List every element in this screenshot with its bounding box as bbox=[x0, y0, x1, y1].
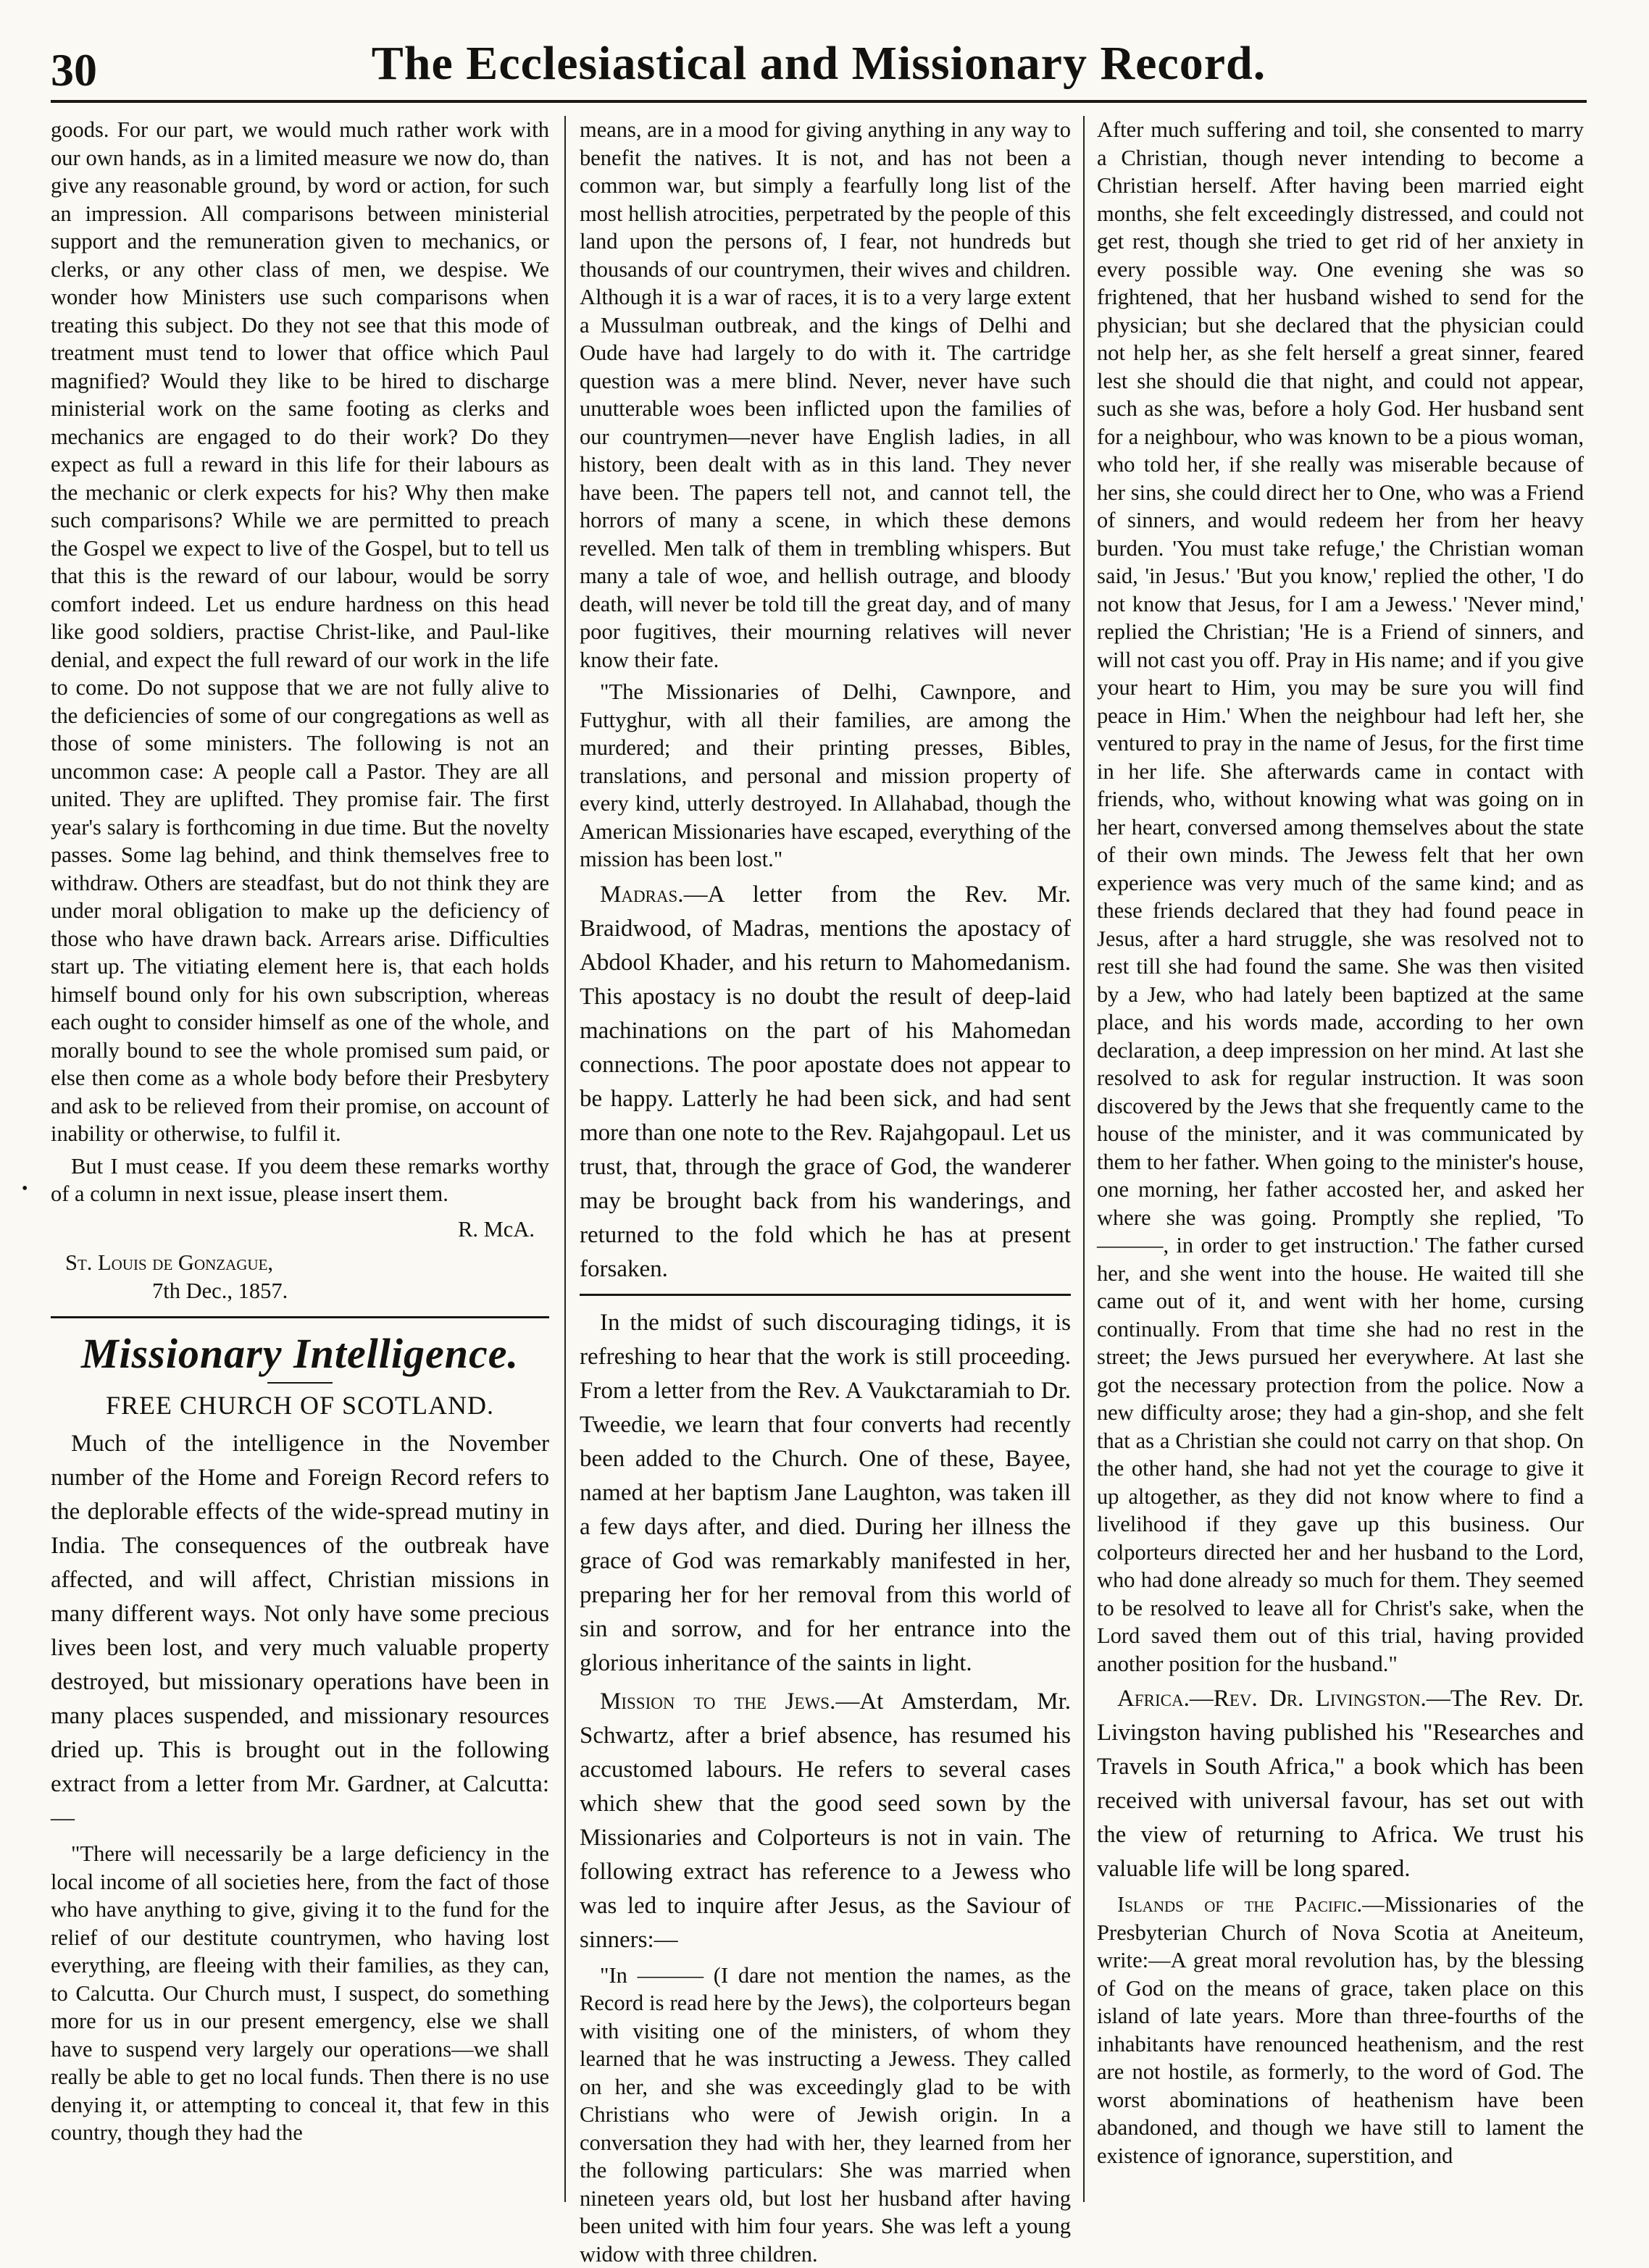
paragraph-text: —A letter from the Rev. Mr. Braidwood, of Madras, mentions the apostacy of Abdool Khader, and his return to Mahomedanism. This apostacy is no doubt the result of deep-laid machinations on the part of his Mahomedan connections. The poor apostate does not appear to be happy. Latterly he had been sick, and had sent more than one note to the Rev. Rajahgopaul. Let us trust, that, through the grace of God, the wanderer may be brought back from his wanderings, and returned to the fold which he has at present forsaken. bbox=[580, 882, 1071, 1282]
paragraph: After much suffering and toil, she consented to marry a Christian, though never intending to become a Christian herself. After having been married eight months, she felt exceedingly distressed, and could not get rest, though she tried to get rid of her anxiety in every possible way. One evening she was so frightened, that her husband wished to send for the physician; but she declared that the physician could not help her, as she felt herself a great sinner, feared lest she should die that night, and could not appear, such as she was, before a holy God. Her husband sent for a neighbour, who was known to be a pious woman, who told her, if she really was miserable because of her sins, she could direct her to One, who was a Friend of sinners, and would redeem her from her heavy burden. 'You must take refuge,' the Christian woman said, 'in Jesus.' 'But you know,' replied the other, 'I do not know that Jesus, for I am a Jewess.' 'Never mind,' replied the Christian; 'He is a Friend of sinners, and will not cast you off. Pray in His name; and if you give your heart to Him, you may be sure you will find peace in Him.' When the neighbour had left her, she ventured to pray in the name of Jesus, for the first time in her life. She afterwards came in contact with friends, who, without knowing what was going on in her heart, conversed among themselves about the state of their own minds. The Jewess felt that her own experience was very much of the same kind; and as these friends declared that they had found peace in Jesus, after a hard struggle, she was resolved not to rest till she had found the same. She was then visited by a Jew, who had lately been baptized at the same place, and his words made, according to her own declaration, a deep impression on her mind. At last she resolved to ask for regular instruction. It was soon discovered by the Jews that she frequently came to the house of the minister, and it was communicated by them to her father. When going to the minister's house, one morning, her father accosted her, and asked her where she was going. Promptly she replied, 'To ———, in order to get instruction.' The father cursed her, and she went into the house. He waited till she came out of it, and went with her home, cursing continually. From that time she had no rest in the street; the Jews pursued her everywhere. At last she got the necessary protection from the police. Now a new difficulty arose; they had a gin-shop, and she felt that as a Christian she could not carry on that shop. On the other hand, she had not yet the courage to give it up altogether, as they did not know where to find a livelihood if they gave up this business. Our colporteurs directed her and her husband to the Lord, who had done already so much for them. They seemed to be resolved to leave all for Christ's sake, when the Lord saved them out of this trial, having provided another position for the husband." bbox=[1097, 116, 1584, 1678]
section-heading: Missionary Intelligence. bbox=[51, 1328, 549, 1379]
column-3 bbox=[1097, 116, 1584, 2202]
section-rule bbox=[51, 1316, 549, 1318]
paragraph: goods. For our part, we would much rather work with our own hands, as in a limited measure we now do, than give any reasonable ground, by word or action, for such an impression. All comparisons between ministerial support and the remuneration given to mechanics, or clerks, or any other class of men, we despise. We wonder how Ministers use such comparisons when treating this subject. Do they not see that this mode of treatment must tend to lower that office which Paul magnified? Would they like to be hired to discharge ministerial work on the same footing as clerks and mechanics are engaged to do their work? Do they expect as full a reward in this life for their labours as the mechanic or clerk expects for his? Why then make such comparisons? While we are permitted to preach the Gospel we expect to live of the Gospel, but to tell us that this is the reward of our labour, would be sorry comfort indeed. Let us endure hardness on this head like good soldiers, practise Christ-like, and Paul-like denial, and expect the full reward of our work in the life to come. Do not suppose that we are not fully alive to the deficiencies of some of our congregations as well as those of some ministers. The following is not an uncommon case: A people call a Pastor. They are all united. They are uplifted. They promise fair. The first year's salary is forthcoming in due time. But the novelty passes. Some lag behind, and think themselves free to withdraw. Others are steadfast, but do not think they are under moral obligation to make up the deficiency of those who have drawn back. Arrears arise. Difficulties start up. The vitiating element here is, that each holds himself bound only for his own subscription, whereas each ought to consider himself as one of the whole, and morally bound to see the whole promised sum paid, or else then come as a whole body before their Presbytery and ask to be relieved from their promise, on account of inability or otherwise, to fulfil it. bbox=[51, 116, 549, 1148]
paragraph-label: Madras. bbox=[600, 882, 684, 908]
column-1 bbox=[51, 116, 549, 2202]
paragraph-text: —Missionaries of the Presbyterian Church of Nova Scotia at Aneiteum, write:—A great moral revolution has, by the blessing of God on the means of grace, taken place on this island of late years. More than three-fourths of the inhabitants have renounced heathenism, and the rest are not hostile, as formerly, to the word of God. The worst abominations of heathenism have been abandoned, and though we have still to lament the existence of ignorance, superstition, and bbox=[1097, 1892, 1584, 2168]
page-number: 30 bbox=[51, 43, 97, 97]
margin-mark: • bbox=[22, 1179, 28, 1199]
column-divider bbox=[564, 116, 566, 2202]
letter-place: St. Louis de Gonzague, bbox=[51, 1249, 549, 1277]
paragraph bbox=[1097, 1891, 1584, 2169]
paragraph: "The Missionaries of Delhi, Cawnpore, and Futtyghur, with all their families, are among the murdered; and their printing presses, Bibles, translations, and personal and mission property of every kind, utterly destroyed. In Allahabad, though the American Missionaries have escaped, everything of the mission has been lost." bbox=[580, 678, 1071, 874]
paragraph-text: —The Rev. Dr. Livingston having published his "Researches and Travels in South Africa," a book which has been received with universal favour, has set out with the view of returning to Africa. We trust his valuable life will be long spared. bbox=[1097, 1686, 1584, 1882]
paragraph bbox=[580, 878, 1071, 1286]
publication-title: The Ecclesiastical and Missionary Record. bbox=[51, 36, 1587, 91]
paragraph-label: Africa.—Rev. Dr. Livingston. bbox=[1117, 1686, 1427, 1712]
paragraph-label: Islands of the Pacific. bbox=[1117, 1892, 1362, 1917]
quoted-paragraph: "There will necessarily be a large deficiency in the local income of all societies here, from the fact of those who have anything to give, giving it to the fund for the relief of our destitute countrymen, who having lost everything, are fleeing with their families, as they can, to Calcutta. Our Church must, I suspect, do something more for us in our present emergency, else we shall have to suspend very largely our operations—we shall really be able to get no local funds. Then there is no use denying it, or attempting to conceal it, that few in this country, though they had the bbox=[51, 1840, 549, 2147]
paragraph-label: Mission to the Jews. bbox=[600, 1689, 835, 1715]
page-header bbox=[51, 36, 1587, 101]
paragraph bbox=[580, 1685, 1071, 1957]
paragraph: In the midst of such discouraging tidings, it is refreshing to hear that the work is still proceeding. From a letter from the Rev. A Vaukctaramiah to Dr. Tweedie, we learn that four converts had recently been added to the Church. One of these, Bayee, named at her baptism Jane Laughton, was taken ill a few days after, and died. During her illness the grace of God was remarkably manifested in her, preparing her for her removal from this world of sin and sorrow, and for her entrance into the glorious inheritance of the saints in light. bbox=[580, 1306, 1071, 1681]
paragraph-text: —At Amsterdam, Mr. Schwartz, after a brief absence, has resumed his accustomed labours. He refers to several cases which shew that the good seed sown by the Missionaries and Colporteurs is not in vain. The following extract has reference to a Jewess who was led to inquire after Jesus, as the Saviour of sinners:— bbox=[580, 1689, 1071, 1953]
column-divider bbox=[1083, 116, 1085, 2202]
quoted-paragraph: "In ——— (I dare not mention the names, as the Record is read here by the Jews), the colporteurs began with visiting one of the ministers, of whom they learned that he was instructing a Jewess. They called on her, and she was exceedingly glad to be with Christians who were of Jewish origin. In a conversation they had with her, they learned from her the following particulars: She was married when nineteen years old, but lost her husband after having been united with him four years. She was left a young widow with three children. bbox=[580, 1962, 1071, 2268]
paragraph: Much of the intelligence in the November number of the Home and Foreign Record refers to the deplorable effects of the wide-spread mutiny in India. The consequences of the outbreak have affected, and will affect, Christian missions in many different ways. Not only have some precious lives been lost, and very much valuable property destroyed, but missionary operations have been in many places suspended, and missionary resources dried up. This is brought out in the following extract from a letter from Mr. Gardner, at Calcutta:— bbox=[51, 1427, 549, 1836]
column-2 bbox=[580, 116, 1071, 2202]
section-subheading: FREE CHURCH OF SCOTLAND. bbox=[51, 1389, 549, 1421]
letter-date: 7th Dec., 1857. bbox=[51, 1277, 549, 1305]
header-rule bbox=[51, 100, 1587, 103]
paragraph bbox=[1097, 1682, 1584, 1886]
heading-rule bbox=[267, 1382, 333, 1384]
paragraph: means, are in a mood for giving anything in any way to benefit the natives. It is not, and has not been a common war, but simply a fearfully long list of the most hellish atrocities, perpetrated by the people of this land upon the persons of, I fear, not hundreds but thousands of our countrymen, their wives and children. Although it is a war of races, it is to a very large extent a Mussulman outbreak, and the kings of Delhi and Oude have had largely to do with it. The cartridge question was a mere blind. Never, never have such unutterable woes been inflicted upon the families of our countrymen—never have English ladies, in all history, been dealt with as in this land. They never have been. The papers tell not, and cannot tell, the horrors of many a scene, in which these demons revelled. Men talk of them in trembling whispers. But many a tale of woe, and hellish outrage, and bloody death, will never be told till the great day, and of many poor fugitives, their mourning relatives will never know their fate. bbox=[580, 116, 1071, 674]
signature: R. McA. bbox=[51, 1215, 535, 1244]
section-rule bbox=[580, 1294, 1071, 1296]
paragraph: But I must cease. If you deem these remarks worthy of a column in next issue, please insert them. bbox=[51, 1152, 549, 1208]
